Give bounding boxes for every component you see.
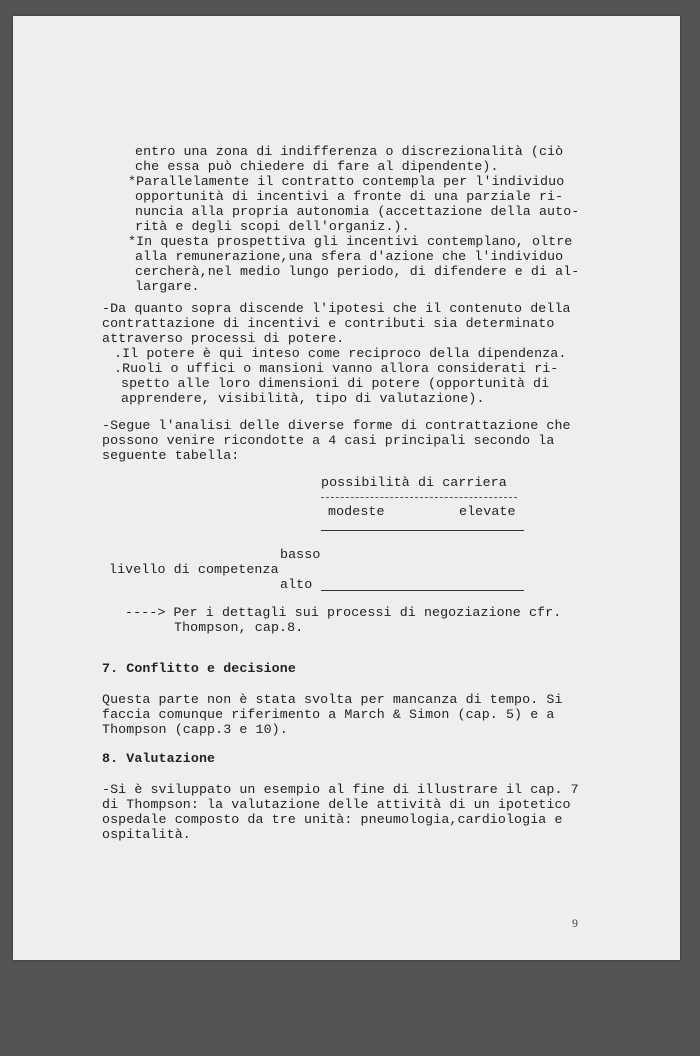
section-7-heading: 7. Conflitto e decisione bbox=[102, 661, 296, 676]
text-line: apprendere, visibilità, tipo di valutazione). bbox=[121, 391, 485, 406]
text-line: entro una zona di indifferenza o discrezionalità (ciò bbox=[135, 144, 564, 159]
row-label-high: alto bbox=[280, 577, 313, 592]
text-line: .Ruoli o uffici o mansioni vanno allora considerati ri- bbox=[114, 361, 559, 376]
text-line: che essa può chiedere di fare al dipendente). bbox=[135, 159, 499, 174]
text-line: -Segue l'analisi delle diverse forme di contrattazione che bbox=[102, 418, 571, 433]
section-8-heading: 8. Valutazione bbox=[102, 751, 216, 766]
text-line: alla remunerazione,una sfera d'azione che l'individuo bbox=[135, 249, 564, 264]
col-label-low: modeste bbox=[328, 504, 385, 519]
text-line: nuncia alla propria autonomia (accettazione della auto- bbox=[135, 204, 580, 219]
text-line: largare. bbox=[135, 279, 200, 294]
text-line: Questa parte non è stata svolta per mancanza di tempo. Si bbox=[102, 692, 563, 707]
col-label-high: elevate bbox=[459, 504, 516, 519]
row-label: livello di competenza bbox=[109, 562, 279, 577]
text-line: faccia comunque riferimento a March & Simon (cap. 5) e a bbox=[102, 707, 555, 722]
text-line: -Da quanto sopra discende l'ipotesi che il contenuto della bbox=[102, 301, 571, 316]
text-line: *Parallelamente il contratto contempla per l'individuo bbox=[128, 174, 565, 189]
header-rule bbox=[321, 530, 524, 531]
text-line: seguente tabella: bbox=[102, 448, 240, 463]
text-line: di Thompson: la valutazione delle attività di un ipotetico bbox=[102, 797, 571, 812]
paper-page bbox=[13, 16, 680, 960]
text-line: .Il potere è qui inteso come reciproco della dipendenza. bbox=[114, 346, 567, 361]
text-line: cercherà,nel medio lungo periodo, di difendere e di al- bbox=[135, 264, 580, 279]
header-dashed-rule bbox=[321, 497, 517, 498]
text-line: attraverso processi di potere. bbox=[102, 331, 345, 346]
text-line: spetto alle loro dimensioni di potere (opportunità di bbox=[121, 376, 550, 391]
row-rule bbox=[321, 590, 524, 591]
text-line: contrattazione di incentivi e contributi sia determinato bbox=[102, 316, 555, 331]
text-line: rità e degli scopi dell'organiz.). bbox=[135, 219, 410, 234]
text-line: Thompson (capp.3 e 10). bbox=[102, 722, 288, 737]
table-header: possibilità di carriera bbox=[321, 475, 507, 490]
text-line: -Si è sviluppato un esempio al fine di illustrare il cap. 7 bbox=[102, 782, 579, 797]
text-line: ----> Per i dettagli sui processi di negoziazione cfr. bbox=[125, 605, 562, 620]
row-label-low: basso bbox=[280, 547, 321, 562]
text-line: ospitalità. bbox=[102, 827, 191, 842]
text-line: possono venire ricondotte a 4 casi principali secondo la bbox=[102, 433, 555, 448]
text-line: Thompson, cap.8. bbox=[174, 620, 304, 635]
text-line: *In questa prospettiva gli incentivi contemplano, oltre bbox=[128, 234, 573, 249]
text-line: opportunità di incentivi a fronte di una parziale ri- bbox=[135, 189, 564, 204]
text-line: ospedale composto da tre unità: pneumologia,cardiologia e bbox=[102, 812, 563, 827]
page-number: 9 bbox=[572, 916, 578, 930]
